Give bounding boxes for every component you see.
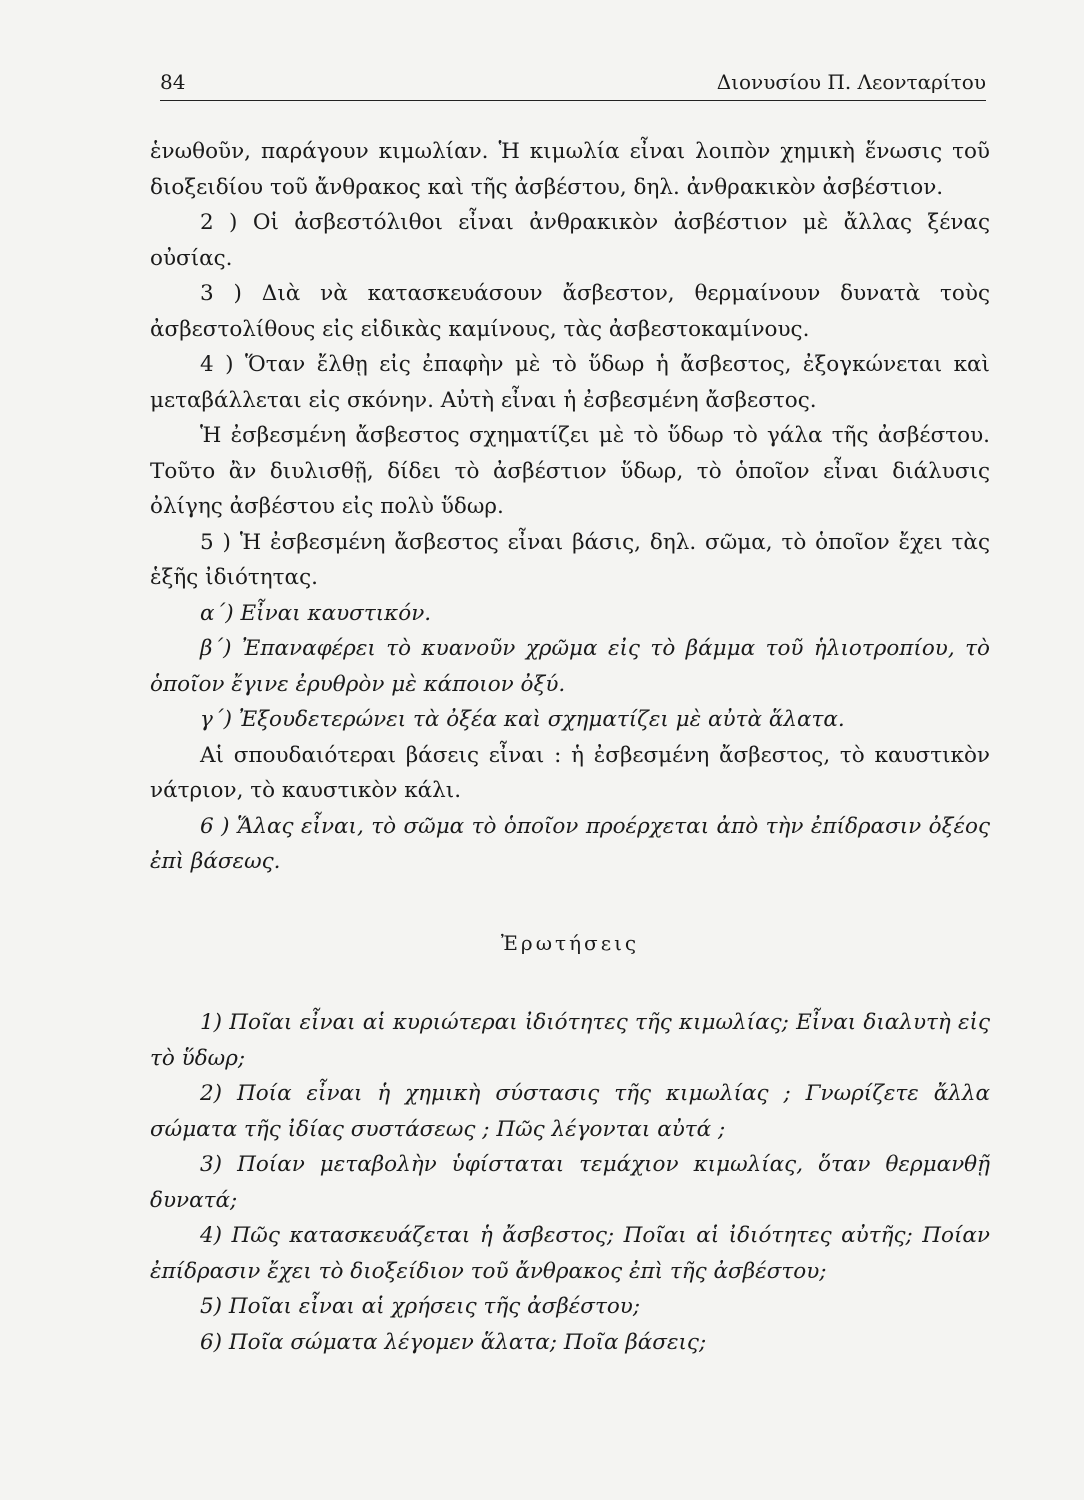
paragraph: Ἡ ἐσβεσμένη ἄσβεστος σχηματίζει μὲ τὸ ὕδωρ τὸ γάλα τῆς ἀσβέστου. Τοῦτο ἂν διυλισθῇ, δίδει τὸ ἀσβέστιον ὕδωρ, τὸ ὁποῖον εἶναι διάλυσις ὀλίγης ἀσβέστου εἰς πολὺ ὕδωρ. (150, 423, 990, 519)
paragraph: β΄) Ἐπαναφέρει τὸ κυανοῦν χρῶμα εἰς τὸ βάμμα τοῦ ἡλιοτροπίου, τὸ ὁποῖον ἔγινε ἐρυθρὸν μὲ κάποιον ὀξύ. (150, 636, 990, 697)
paragraph: 4 ) Ὅταν ἔλθῃ εἰς ἐπαφὴν μὲ τὸ ὕδωρ ἡ ἄσβεστος, ἐξογκώνεται καὶ μεταβάλλεται εἰς σκόνην. Αὐτὴ εἶναι ἡ ἐσβεσμένη ἄσβεστος. (150, 352, 990, 413)
question-item: 3) Ποίαν μεταβολὴν ὑφίσταται τεμάχιον κιμωλίας, ὅταν θερμανθῇ δυνατά; (150, 1152, 990, 1213)
paragraph: ἑνωθοῦν, παράγουν κιμωλίαν. Ἡ κιμωλία εἶναι λοιπὸν χημικὴ ἕνωσις τοῦ διοξειδίου τοῦ ἄνθρακος καὶ τῆς ἀσβέστου, δηλ. ἀνθρακικὸν ἀσβέστιον. (150, 139, 990, 200)
paragraph: 3 ) Διὰ νὰ κατασκευάσουν ἄσβεστον, θερμαίνουν δυνατὰ τοὺς ἀσβεστολίθους εἰς εἰδικὰς καμίνους, τὰς ἀσβεστοκαμίνους. (150, 281, 990, 342)
paragraph: 5 ) Ἡ ἐσβεσμένη ἄσβεστος εἶναι βάσις, δηλ. σῶμα, τὸ ὁποῖον ἔχει τὰς ἑξῆς ἰδιότητας. (150, 529, 990, 590)
question-item: 5) Ποῖαι εἶναι αἱ χρήσεις τῆς ἀσβέστου; (200, 1294, 641, 1319)
page-body (150, 134, 990, 1360)
question-item: 2) Ποία εἶναι ἡ χημικὴ σύστασις τῆς κιμωλίας ; Γνωρίζετε ἄλλα σώματα τῆς ἰδίας συστάσεως ; Πῶς λέγονται αὐτά ; (150, 1081, 990, 1142)
question-item: 1) Ποῖαι εἶναι αἱ κυριώτεραι ἰδιότητες τῆς κιμωλίας; Εἶναι διαλυτὴ εἰς τὸ ὕδωρ; (150, 1010, 990, 1071)
question-item: 4) Πῶς κατασκευάζεται ἡ ἄσβεστος; Ποῖαι αἱ ἰδιότητες αὐτῆς; Ποίαν ἐπίδρασιν ἔχει τὸ διοξείδιον τοῦ ἄνθρακος ἐπὶ τῆς ἀσβέστου; (150, 1223, 990, 1284)
questions-heading: Ἐρωτήσεις (500, 930, 640, 955)
page-number: 84 (160, 70, 186, 94)
running-title: Διονυσίου Π. Λεονταρίτου (716, 70, 986, 94)
paragraph: 6 ) Ἅλας εἶναι, τὸ σῶμα τὸ ὁποῖον προέρχεται ἀπὸ τὴν ἐπίδρασιν ὀξέος ἐπὶ βάσεως. (150, 813, 990, 874)
paragraph: 2 ) Οἱ ἀσβεστόλιθοι εἶναι ἀνθρακικὸν ἀσβέστιον μὲ ἄλλας ξένας οὐσίας. (150, 210, 990, 271)
page-header (160, 66, 986, 101)
paragraph: γ΄) Ἐξουδετερώνει τὰ ὀξέα καὶ σχηματίζει μὲ αὐτὰ ἅλατα. (200, 707, 845, 732)
question-item: 6) Ποῖα σώματα λέγομεν ἅλατα; Ποῖα βάσεις; (200, 1329, 707, 1355)
paragraph: α΄) Εἶναι καυστικόν. (200, 600, 432, 626)
paragraph: Αἱ σπουδαιότεραι βάσεις εἶναι : ἡ ἐσβεσμένη ἄσβεστος, τὸ καυστικὸν νάτριον, τὸ καυστικὸν κάλι. (150, 742, 990, 803)
